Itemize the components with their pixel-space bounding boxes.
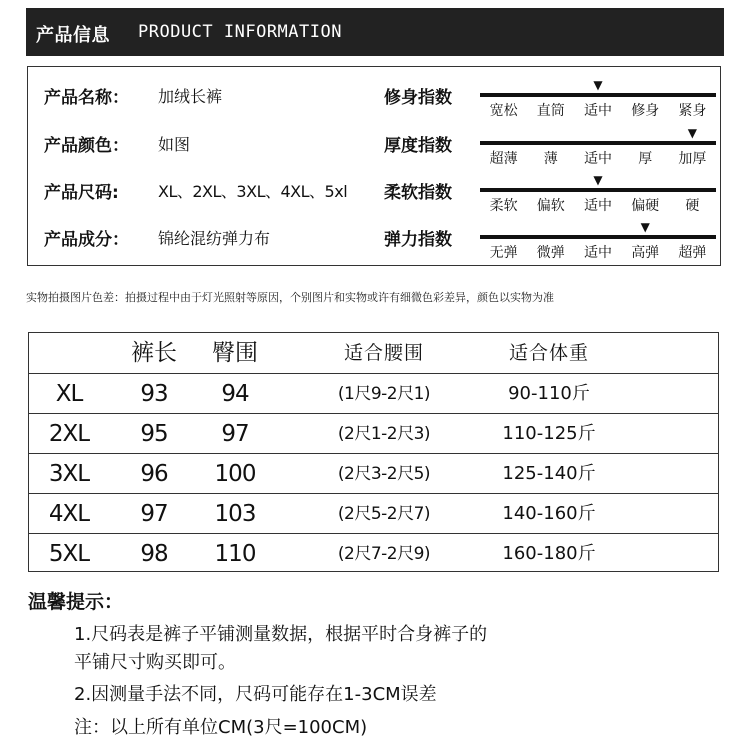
product-size-value: XL、2XL、3XL、4XL、5xl	[158, 182, 348, 201]
header-cell-hip: 臀围	[212, 340, 258, 366]
scale-option: 无弹	[489, 245, 518, 261]
scale-option: 宽松	[489, 103, 518, 119]
scale-option: 硬	[685, 198, 700, 214]
length-cell: 98	[140, 541, 168, 567]
table-row	[29, 413, 718, 453]
header-title-en: PRODUCT INFORMATION	[138, 22, 342, 42]
waist-cell: (2尺7-2尺9)	[337, 544, 431, 564]
weight-cell: 110-125斤	[502, 423, 596, 444]
hip-cell: 110	[214, 541, 256, 567]
length-cell: 95	[140, 421, 168, 447]
scale-option: 超弹	[678, 245, 707, 261]
tip-line-1-cont: 平铺尺寸购买即可。	[74, 652, 236, 673]
info-row-material	[28, 215, 720, 261]
scale-option: 偏硬	[631, 198, 660, 214]
scale-bar	[480, 141, 716, 145]
hip-cell: 100	[214, 461, 256, 487]
scale-option: 紧身	[678, 103, 707, 119]
size-cell: 4XL	[48, 501, 90, 527]
selected-marker-icon: ▼	[640, 220, 650, 234]
product-material-value: 锦纶混纺弹力布	[158, 229, 271, 248]
fit-index-label: 修身指数	[384, 88, 452, 108]
size-table-header	[29, 333, 718, 373]
length-cell: 97	[140, 501, 168, 527]
thickness-index-label: 厚度指数	[384, 136, 452, 156]
elasticity-index-label: 弹力指数	[384, 230, 452, 250]
table-row	[29, 493, 718, 533]
selected-marker-icon: ▼	[593, 173, 603, 187]
size-table	[28, 332, 719, 572]
scale-option: 适中	[584, 151, 612, 167]
scale-bar	[480, 93, 716, 97]
tip-line-2: 2.因测量手法不同，尺码可能存在1-3CM误差	[74, 684, 437, 705]
hip-cell: 94	[221, 381, 249, 407]
tip-line-1: 1.尺码表是裤子平铺测量数据，根据平时合身裤子的	[74, 624, 488, 645]
scale-option: 微弹	[536, 245, 565, 261]
header-cell-length: 裤长	[131, 340, 177, 366]
scale-option: 修身	[631, 103, 660, 119]
product-name-value: 加绒长裤	[158, 87, 223, 106]
waist-cell: (1尺9-2尺1)	[337, 384, 431, 404]
scale-option: 薄	[543, 151, 558, 167]
scale-option: 适中	[584, 245, 612, 261]
table-row	[29, 533, 718, 573]
product-color-label: 产品颜色：	[44, 136, 129, 156]
table-row	[29, 373, 718, 413]
weight-cell: 160-180斤	[502, 543, 596, 564]
softness-index-scale	[480, 172, 716, 212]
scale-option: 超薄	[489, 151, 518, 167]
thickness-index-scale	[480, 125, 716, 165]
fit-index-scale	[480, 77, 716, 117]
scale-option: 高弹	[631, 245, 660, 261]
scale-option: 柔软	[489, 198, 518, 214]
scale-option: 偏软	[536, 198, 565, 214]
info-row-color	[28, 121, 720, 167]
scale-bar	[480, 188, 716, 192]
selected-marker-icon: ▼	[687, 126, 697, 140]
info-row-name	[28, 73, 720, 119]
product-info-box	[27, 66, 721, 266]
selected-marker-icon: ▼	[593, 78, 603, 92]
product-material-label: 产品成分：	[44, 230, 129, 250]
tips-title: 温馨提示：	[28, 591, 124, 613]
weight-cell: 140-160斤	[502, 503, 596, 524]
product-color-value: 如图	[158, 135, 191, 154]
product-info-header	[26, 8, 724, 56]
size-cell: XL	[55, 381, 83, 407]
header-cell-weight: 适合体重	[508, 342, 589, 364]
hip-cell: 97	[221, 421, 249, 447]
scale-option: 厚	[638, 151, 653, 167]
weight-cell: 125-140斤	[502, 463, 596, 484]
info-row-size	[28, 168, 720, 214]
size-cell: 2XL	[48, 421, 90, 447]
scale-option: 适中	[584, 103, 612, 119]
waist-cell: (2尺3-2尺5)	[337, 464, 431, 484]
tip-line-3: 注：以上所有单位CM(3尺=100CM)	[74, 717, 368, 738]
scale-option: 适中	[584, 198, 612, 214]
product-name-label: 产品名称：	[44, 88, 129, 108]
scale-bar	[480, 235, 716, 239]
table-row	[29, 453, 718, 493]
hip-cell: 103	[214, 501, 256, 527]
scale-option: 加厚	[678, 151, 707, 167]
size-cell: 5XL	[48, 541, 90, 567]
size-cell: 3XL	[48, 461, 90, 487]
softness-index-label: 柔软指数	[384, 183, 452, 203]
length-cell: 96	[140, 461, 168, 487]
product-size-label: 产品尺码:	[44, 183, 119, 203]
scale-option: 直筒	[536, 103, 565, 119]
header-cell-waist: 适合腰围	[343, 342, 424, 364]
length-cell: 93	[140, 381, 168, 407]
elasticity-index-scale	[480, 219, 716, 259]
color-difference-note: 实物拍摄图片色差：拍摄过程中由于灯光照射等原因，个别图片和实物或许有细微色彩差异，颜色以实物为准	[26, 291, 554, 304]
header-title-cn: 产品信息	[36, 25, 110, 46]
waist-cell: (2尺1-2尺3)	[337, 424, 431, 444]
weight-cell: 90-110斤	[508, 383, 590, 404]
header-cell	[39, 333, 99, 373]
waist-cell: (2尺5-2尺7)	[337, 504, 431, 524]
